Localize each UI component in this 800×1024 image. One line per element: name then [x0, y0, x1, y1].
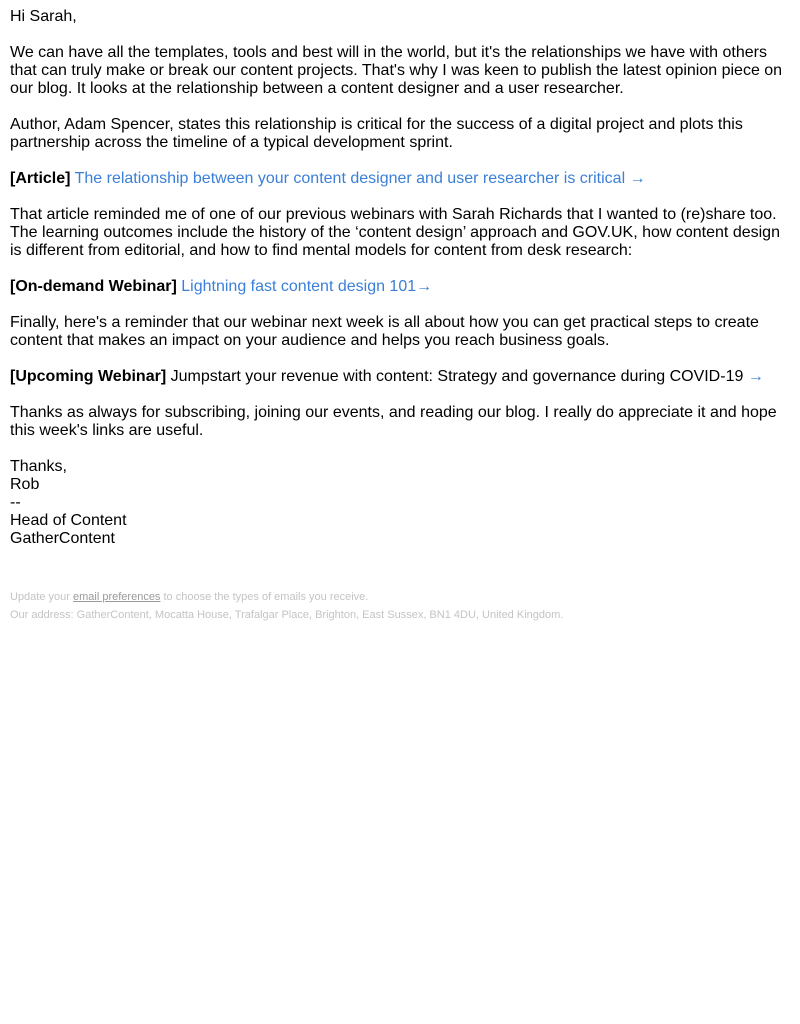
upcoming-label: [Upcoming Webinar] — [10, 368, 167, 385]
signature-title: Head of Content — [10, 512, 127, 529]
ondemand-label: [On-demand Webinar] — [10, 278, 177, 295]
footer-prefs-before: Update your — [10, 591, 70, 603]
webinar-intro-paragraph: That article reminded me of one of our previous webinars with Sarah Richards that I wanted to (re)share too. The learning outcomes include the history of the ‘content design’ approach and GOV.UK, how content design is different from editorial, and how to find mental models for content from desk research: — [10, 206, 780, 259]
thanks-paragraph: Thanks as always for subscribing, joining our events, and reading our blog. I really do appreciate it and hope this week's links are useful. — [10, 404, 777, 439]
email-footer — [10, 588, 790, 624]
upcoming-webinar-arrow-link[interactable]: → — [747, 368, 764, 385]
footer-preferences-line — [10, 588, 790, 606]
signature-name: Rob — [10, 476, 40, 493]
greeting: Hi Sarah, — [10, 8, 77, 25]
signature-company: GatherContent — [10, 530, 115, 547]
upcoming-webinar-title: Jumpstart your revenue with content: Strategy and governance during COVID-19 — [170, 368, 744, 385]
signature-closing: Thanks, — [10, 458, 67, 475]
finally-paragraph: Finally, here's a reminder that our webinar next week is all about how you can get practical steps to create content that makes an impact on your audience and helps you reach business goals. — [10, 314, 759, 349]
footer-address: Our address: GatherContent, Mocatta House, Trafalgar Place, Brighton, East Sussex, BN1 4DU, United Kingdom. — [10, 609, 564, 621]
ondemand-link-row — [10, 278, 790, 296]
article-link-row — [10, 170, 790, 188]
upcoming-link-row — [10, 368, 790, 386]
footer-prefs-after: to choose the types of emails you receive. — [163, 591, 369, 603]
ondemand-webinar-link[interactable]: Lightning fast content design 101→ — [181, 278, 433, 295]
email-preferences-link[interactable]: email preferences — [73, 591, 161, 603]
article-label: [Article] — [10, 170, 71, 187]
author-paragraph: Author, Adam Spencer, states this relationship is critical for the success of a digital project and plots this partnership across the timeline of a typical development sprint. — [10, 116, 743, 151]
article-link[interactable]: The relationship between your content designer and user researcher is critical → — [74, 170, 646, 187]
signature-separator: -- — [10, 494, 21, 511]
intro-paragraph: We can have all the templates, tools and best will in the world, but it's the relationships we have with others that can truly make or break our content projects. That's why I was keen to publish the latest opinion piece on our blog. It looks at the relationship between a content designer and a user researcher. — [10, 44, 783, 97]
signature — [10, 458, 790, 548]
